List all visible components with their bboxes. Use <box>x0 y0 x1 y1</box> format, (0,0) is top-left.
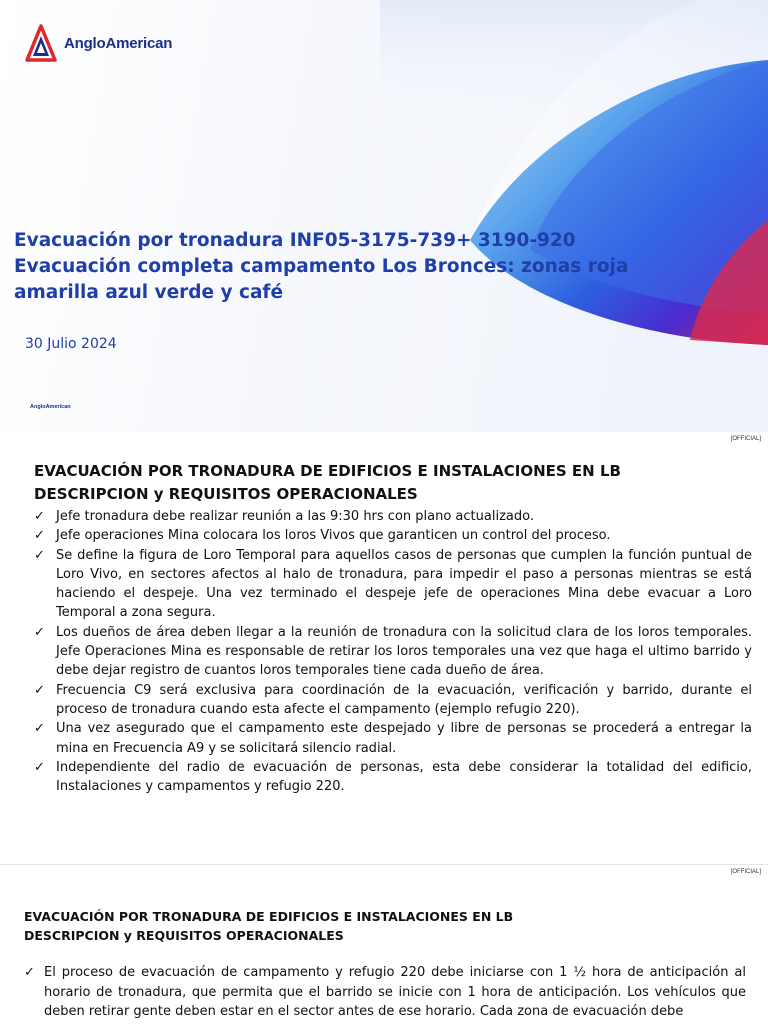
footer-brand: AngloAmerican <box>30 404 71 410</box>
list-item-text: El proceso de evacuación de campamento y refugio 220 debe iniciarse con 1 ½ hora de anticipación al horario de tronadura, que permita que el barrido se inicie con 1 hora de anticipación. Los vehículos que deben retirar gente deben estar en el sector antes de ese horario. Cada zona de evacuación debe <box>44 965 746 1019</box>
classification-label: [OFFICIAL] <box>730 869 761 875</box>
brand-logo <box>24 24 172 62</box>
cover-title-line-1: Evacuación por tronadura INF05-3175-739+ 3190-920 <box>14 230 576 251</box>
classification-label: [OFFICIAL] <box>730 436 761 442</box>
anglo-american-logo-icon <box>24 24 58 62</box>
list-item <box>34 758 752 797</box>
requirements-list <box>34 507 752 796</box>
list-item-text: Jefe tronadura debe realizar reunión a las 9:30 hrs con plano actualizado. <box>56 509 534 524</box>
check-icon: ✓ <box>34 624 45 640</box>
slide-2 <box>0 432 768 864</box>
list-item-text: Independiente del radio de evacuación de personas, esta debe considerar la totalidad del edificio, Instalaciones y campamentos y refugio 220. <box>56 759 752 795</box>
cover-slide <box>0 0 768 432</box>
slide-2-heading-line-2: DESCRIPCION y REQUISITOS OPERACIONALES <box>34 485 418 503</box>
list-item <box>34 681 752 720</box>
check-icon: ✓ <box>34 547 45 563</box>
slide-3 <box>0 864 768 1024</box>
slide-2-heading-line-1: EVACUACIÓN POR TRONADURA DE EDIFICIOS E INSTALACIONES EN LB <box>34 462 621 480</box>
brand-name: AngloAmerican <box>64 34 173 52</box>
list-item <box>34 526 752 545</box>
list-item <box>34 719 752 758</box>
list-item <box>34 623 752 681</box>
list-item-text: Una vez asegurado que el campamento este despejado y libre de personas se procederá a entregar la mina en Frecuencia A9 y se solicitará silencio radial. <box>56 721 752 756</box>
slide-2-heading <box>34 460 734 506</box>
check-icon: ✓ <box>34 509 45 524</box>
list-item <box>24 963 746 1022</box>
list-item <box>34 546 752 623</box>
slide-3-heading-line-1: EVACUACIÓN POR TRONADURA DE EDIFICIOS E INSTALACIONES EN LB <box>24 909 514 924</box>
cover-date: 30 Julio 2024 <box>25 336 117 352</box>
slide-3-heading <box>24 907 724 945</box>
list-item <box>34 507 752 526</box>
list-item-text: Los dueños de área deben llegar a la reunión de tronadura con la solicitud clara de los loros temporales. Jefe Operaciones Mina es responsable de retirar los loros temporales una vez que haga el ultimo barrido y debe dejar registro de cuantos loros temporales tiene cada dueño de área. <box>56 624 752 679</box>
list-item-text: Jefe operaciones Mina colocara los loros Vivos que garanticen un control del proceso. <box>56 528 611 544</box>
list-item-text: Se define la figura de Loro Temporal para aquellos casos de personas que cumplen la función puntual de Loro Vivo, en sectores afectos al halo de tronadura, para impedir el paso a personas mientras se está haciendo el despeje. Una vez terminado el despeje jefe de operaciones Mina debe evacuar a Loro Temporal a zona segura. <box>56 547 752 621</box>
requirements-list-continued <box>24 963 746 1022</box>
check-icon: ✓ <box>34 759 45 775</box>
check-icon: ✓ <box>34 721 45 737</box>
slide-3-heading-line-2: DESCRIPCION y REQUISITOS OPERACIONALES <box>24 928 344 943</box>
list-item-text: Frecuencia C9 será exclusiva para coordinación de la evacuación, verificación y barrido, durante el proceso de tronadura cuando esta afecte el campamento (ejemplo refugio 220). <box>56 682 752 717</box>
check-icon: ✓ <box>24 965 35 980</box>
cover-title-line-2: Evacuación completa campamento Los Bronces: zonas roja <box>14 256 629 277</box>
cover-swoosh-graphic <box>0 0 768 432</box>
cover-title <box>14 228 654 306</box>
check-icon: ✓ <box>34 682 45 698</box>
check-icon: ✓ <box>34 528 45 544</box>
cover-title-line-3: amarilla azul verde y café <box>14 282 284 303</box>
